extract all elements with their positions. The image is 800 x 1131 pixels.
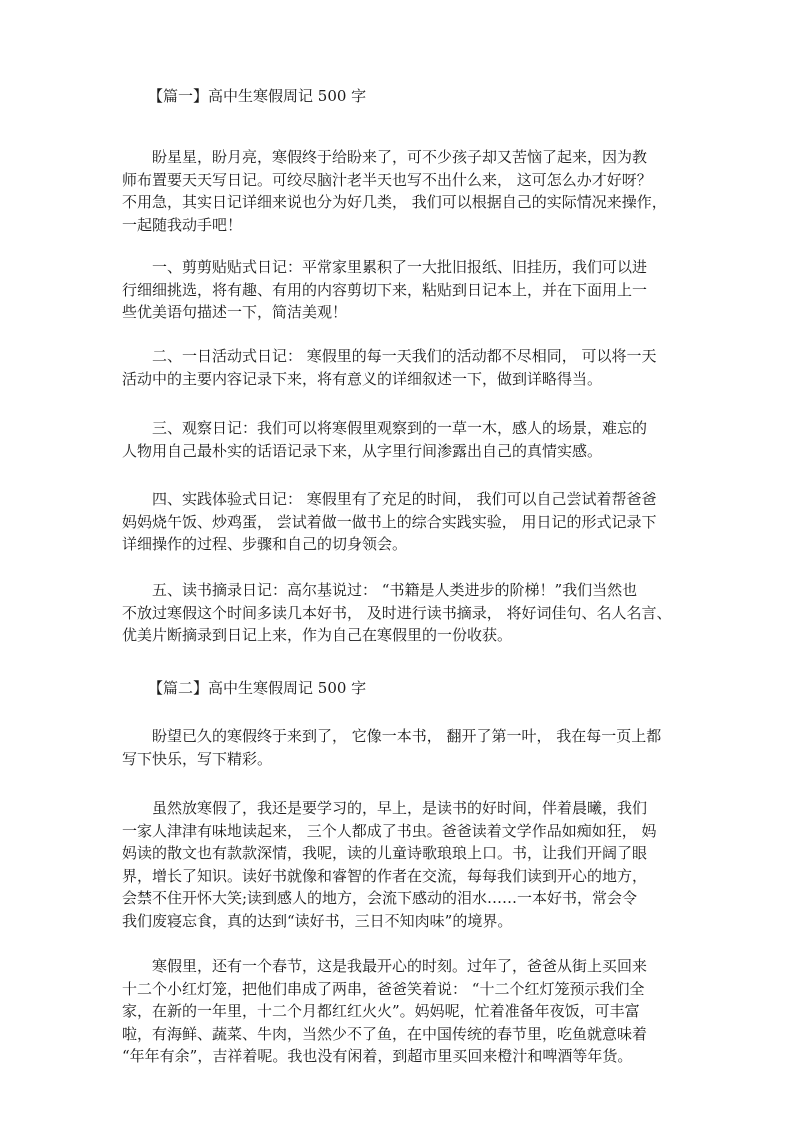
text-line: 二、一日活动式日记： 寒假里的每一天我们的活动都不尽相同， 可以将一天: [152, 347, 657, 365]
text-line: 行细细挑选，将有趣、有用的内容剪切下来，粘贴到日记本上，并在下面用上一: [122, 280, 648, 299]
section-heading-1: 【篇一】高中生寒假周记 500 字: [148, 87, 367, 105]
text-line: 盼望已久的寒假终于来到了， 它像一本书， 翻开了第一叶， 我在每一页上都: [152, 727, 662, 745]
paragraph-reading-family: [122, 797, 692, 932]
paragraph-clipping-diary: [122, 256, 692, 324]
paragraph-spring-festival: [122, 955, 692, 1068]
paragraph-intro: [122, 146, 692, 236]
text-line: 界，增长了知识。读好书就像和睿智的作者在交流，每每我们读到开心的地方，: [122, 866, 648, 885]
text-line: 不用急，其实日记详细来说也分为好几类， 我们可以根据自己的实际情况来操作，: [122, 193, 667, 211]
text-line: 优美片断摘录到日记上来，作为自己在寒假里的一份收获。: [122, 626, 513, 644]
text-line: 一、剪剪贴贴式日记：平常家里累积了一大批旧报纸、旧挂历，我们可以进: [152, 258, 648, 276]
text-line: 人物用自己最朴实的话语记录下来，从字里行间渗露出自己的真情实感。: [122, 441, 603, 460]
text-line: 妈妈烧午饭、炒鸡蛋， 尝试着做一做书上的综合实践实验， 用日记的形式记录下: [122, 512, 657, 531]
text-line: 虽然放寒假了，我还是要学习的，早上，是读书的好时间，伴着晨曦，我们: [152, 799, 648, 817]
paragraph-reading-diary: [122, 579, 692, 647]
text-line: 一家人津津有味地读起来， 三个人都成了书虫。爸爸读着文学作品如痴如狂， 妈: [122, 821, 657, 840]
text-line: 四、实践体验式日记： 寒假里有了充足的时间， 我们可以自己尝试着帮爸爸: [152, 490, 657, 508]
text-line: 我们废寝忘食，真的达到“读好书，三日不知肉味”的境界。: [122, 911, 513, 930]
text-line: 些优美语句描述一下，简洁美观！: [122, 303, 348, 321]
text-line: 三、观察日记：我们可以将寒假里观察到的一草一木，感人的场景，难忘的: [152, 419, 648, 437]
text-line: 啦，有海鲜、蔬菜、牛肉，当然少不了鱼，在中国传统的春节里，吃鱼就意味着: [122, 1024, 648, 1043]
text-line: 写下快乐，写下精彩。: [122, 749, 273, 768]
text-line: 一起随我动手吧！: [122, 215, 243, 234]
text-line: 活动中的主要内容记录下来，将有意义的详细叙述一下，做到详略得当。: [122, 369, 603, 388]
text-line: 不放过寒假这个时间多读几本好书， 及时进行读书摘录， 将好词佳句、名人名言、: [122, 603, 672, 622]
paragraph-winter-break: [122, 725, 692, 770]
paragraph-observation-diary: [122, 417, 692, 462]
text-line: 寒假里，还有一个春节，这是我最开心的时刻。过年了，爸爸从街上买回来: [152, 957, 648, 975]
text-line: 五、读书摘录日记：高尔基说过： “书籍是人类进步的阶梯！”我们当然也: [152, 581, 638, 599]
section-heading-2: 【篇二】高中生寒假周记 500 字: [148, 679, 367, 697]
text-line: “年年有余”，吉祥着呢。我也没有闲着，到超市里买回来橙汁和啤酒等年货。: [122, 1047, 633, 1065]
paragraph-activity-diary: [122, 345, 692, 390]
paragraph-practice-diary: [122, 488, 692, 556]
text-line: 盼星星，盼月亮，寒假终于给盼来了，可不少孩子却又苦恼了起来，因为教: [152, 148, 648, 166]
text-line: 详细操作的过程、步骤和自己的切身领会。: [122, 535, 408, 553]
text-line: 家，在新的一年里，十二个月都红红火火”。妈妈呢，忙着准备年夜饭，可丰富: [122, 1002, 640, 1020]
text-line: 师布置要天天写日记。可绞尽脑汁老半天也写不出什么来， 这可怎么办才好呀？: [122, 170, 652, 189]
text-line: 十二个小红灯笼，把他们串成了两串，爸爸笑着说： “十二个红灯笼预示我们全: [122, 979, 645, 998]
text-line: 会禁不住开怀大笑;读到感人的地方，会流下感动的泪水……一本好书，常会令: [122, 889, 638, 907]
text-line: 妈读的散文也有款款深情，我呢，读的儿童诗歌琅琅上口。书，让我们开阔了眼: [122, 844, 648, 862]
